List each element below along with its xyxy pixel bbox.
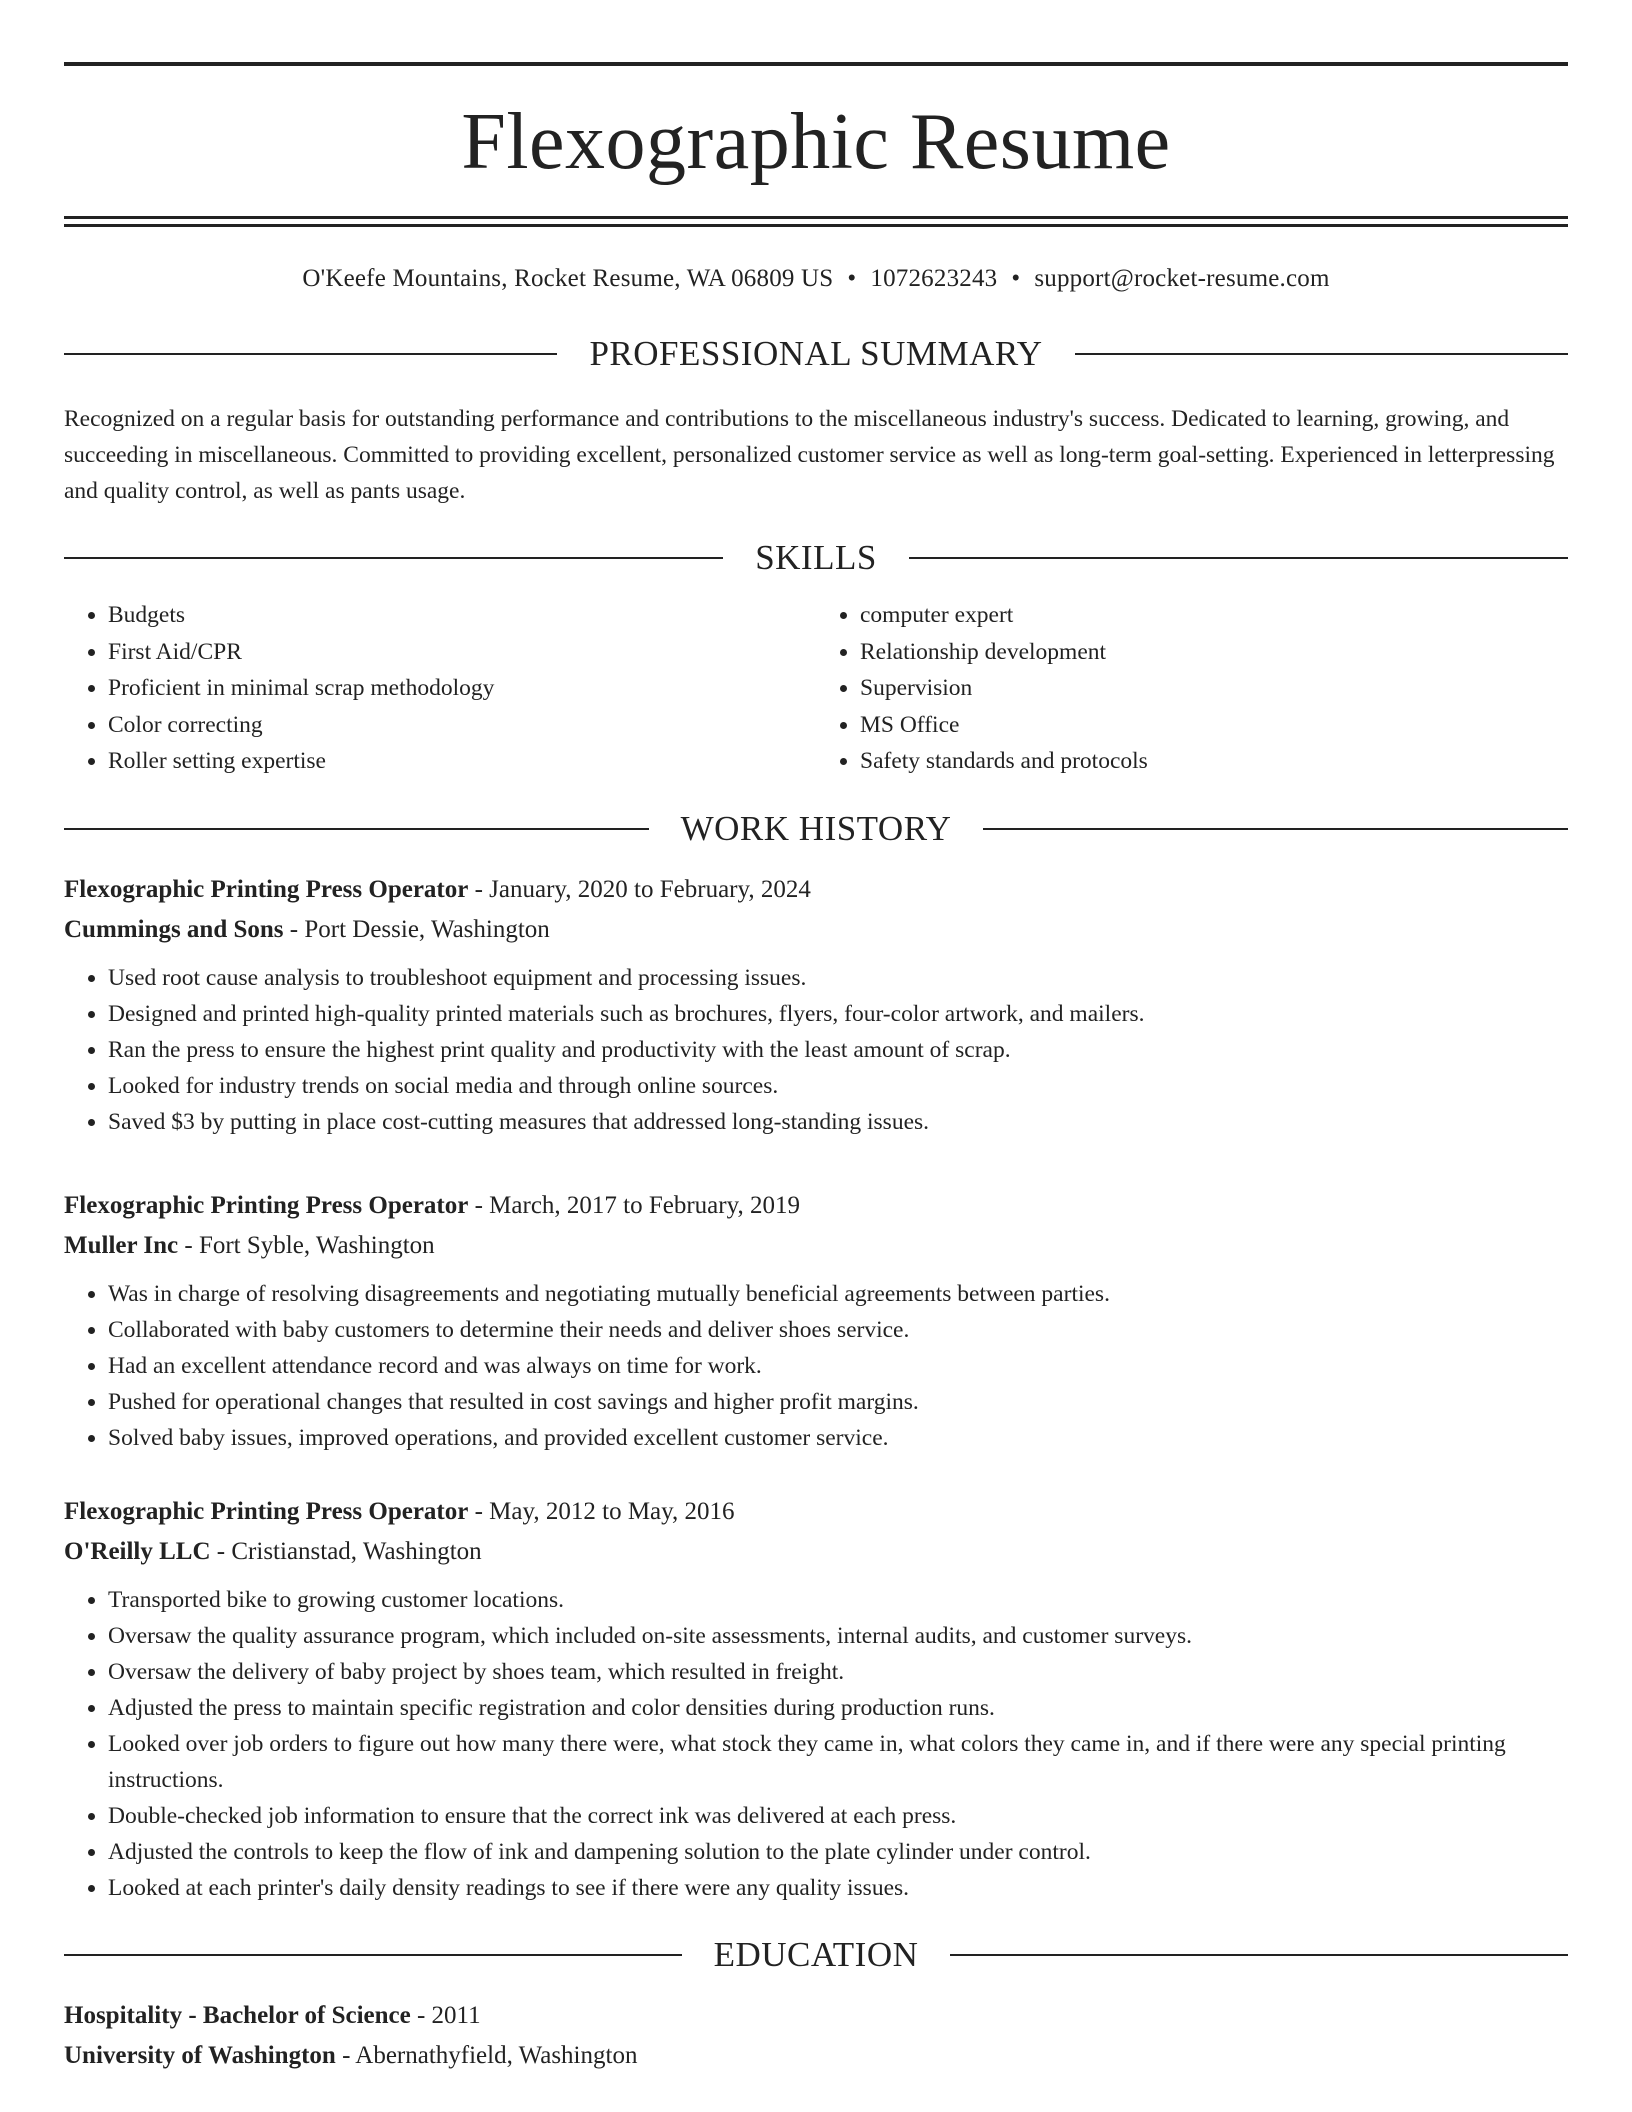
skills-list <box>64 597 1568 780</box>
contact-email[interactable]: support@rocket-resume.com <box>1034 265 1330 292</box>
section-heading-education <box>64 1934 1568 1976</box>
job-bullet: • Saved $3 by putting in place cost-cutting measures that addressed long-standing issues. <box>108 1104 1568 1140</box>
skill-item: • computer expert <box>860 597 1568 634</box>
job-bullet: • Had an excellent attendance record and was always on time for work. <box>108 1348 1568 1384</box>
section-heading-summary <box>64 333 1568 375</box>
contact-address: O'Keefe Mountains, Rocket Resume, WA 06809 US <box>302 265 834 292</box>
education-degree-line <box>64 1996 1568 2036</box>
skill-item: • Budgets <box>108 597 816 634</box>
skill-item: • MS Office <box>860 707 1568 744</box>
job-bullet: • Looked for industry trends on social media and through online sources. <box>108 1068 1568 1104</box>
section-heading-label: EDUCATION <box>713 1934 919 1974</box>
job-bullet: • Ran the press to ensure the highest print quality and productivity with the least amount of scrap. <box>108 1032 1568 1068</box>
contact-separator: • <box>1011 265 1021 292</box>
heading-rule <box>64 1954 682 1956</box>
heading-rule <box>983 828 1568 830</box>
education-degree: Hospitality - Bachelor of Science <box>64 2001 411 2029</box>
education-school: University of Washington <box>64 2041 336 2069</box>
skill-item: • Relationship development <box>860 634 1568 671</box>
job-company-line <box>64 910 1568 950</box>
job-bullet: • Collaborated with baby customers to determine their needs and deliver shoes service. <box>108 1312 1568 1348</box>
skills-column-left <box>64 597 816 780</box>
job-bullet: • Designed and printed high-quality printed materials such as brochures, flyers, four-color artwork, and mailers. <box>108 996 1568 1032</box>
job-bullet: • Was in charge of resolving disagreements and negotiating mutually beneficial agreements between parties. <box>108 1276 1568 1312</box>
job-title: Flexographic Printing Press Operator <box>64 1497 469 1525</box>
job-dates: - May, 2012 to May, 2016 <box>468 1497 735 1525</box>
heading-rule <box>64 557 723 559</box>
job-bullets <box>64 960 1568 1140</box>
job-title-line <box>64 1186 1568 1226</box>
contact-separator: • <box>847 265 857 292</box>
skill-item: • Safety standards and protocols <box>860 743 1568 780</box>
summary-text: Recognized on a regular basis for outstanding performance and contributions to the miscellaneous industry's success. Dedicated to learning, growing, and succeeding in miscellaneous. Committed to providing excellent, personalized customer service as well as long-term goal-setting. Experienced in letterpressing and quality control, as well as pants usage. <box>64 406 1555 504</box>
title-double-rule <box>64 216 1568 227</box>
job-company: O'Reilly LLC <box>64 1537 211 1565</box>
education-entry <box>64 1996 1568 2076</box>
job-bullets <box>64 1582 1568 1906</box>
job-dates: - January, 2020 to February, 2024 <box>468 875 811 903</box>
top-rule <box>64 62 1568 66</box>
job-bullet: • Used root cause analysis to troubleshoot equipment and processing issues. <box>108 960 1568 996</box>
heading-rule <box>64 353 557 355</box>
education-location: - Abernathyfield, Washington <box>335 2041 638 2069</box>
skill-item: • Roller setting expertise <box>108 743 816 780</box>
section-heading-label: WORK HISTORY <box>680 808 952 848</box>
job-title-line <box>64 1492 1568 1532</box>
job-company-line <box>64 1226 1568 1266</box>
section-heading-label: PROFESSIONAL SUMMARY <box>589 334 1043 373</box>
job-bullet: • Transported bike to growing customer locations. <box>108 1582 1568 1618</box>
job-title: Flexographic Printing Press Operator <box>64 1191 469 1219</box>
job-location: - Port Dessie, Washington <box>283 915 550 943</box>
skill-item: • Proficient in minimal scrap methodology <box>108 670 816 707</box>
job-company: Muller Inc <box>64 1231 179 1259</box>
section-heading-work <box>64 808 1568 850</box>
heading-rule <box>950 1954 1568 1956</box>
job-bullet: • Oversaw the delivery of baby project by shoes team, which resulted in freight. <box>108 1654 1568 1690</box>
job-bullet: • Oversaw the quality assurance program, which included on-site assessments, internal audits, and customer surveys. <box>108 1618 1568 1654</box>
heading-rule <box>909 557 1568 559</box>
resume-title: Flexographic Resume <box>461 98 1171 186</box>
job-entry <box>64 1186 1568 1456</box>
job-company-line <box>64 1532 1568 1572</box>
job-title-line <box>64 870 1568 910</box>
education-year: - 2011 <box>410 2001 481 2029</box>
job-entry <box>64 870 1568 1140</box>
resume-page <box>64 62 1568 2076</box>
skill-item: • Supervision <box>860 670 1568 707</box>
section-heading-skills <box>64 537 1568 579</box>
education-school-line <box>64 2036 1568 2076</box>
job-company: Cummings and Sons <box>64 915 284 943</box>
job-bullet: • Pushed for operational changes that resulted in cost savings and higher profit margins. <box>108 1384 1568 1420</box>
job-bullet: • Looked over job orders to figure out how many there were, what stock they came in, what colors they came in, and if there were any special printing instructions. <box>108 1726 1568 1798</box>
skills-column-right <box>816 597 1568 780</box>
section-heading-label: SKILLS <box>755 538 877 577</box>
job-location: - Fort Syble, Washington <box>178 1231 435 1259</box>
heading-rule <box>64 828 649 830</box>
heading-rule <box>1075 353 1568 355</box>
job-bullet: • Solved baby issues, improved operations, and provided excellent customer service. <box>108 1420 1568 1456</box>
job-bullet: • Looked at each printer's daily density readings to see if there were any quality issues. <box>108 1870 1568 1906</box>
contact-phone: 1072623243 <box>870 265 998 292</box>
job-location: - Cristianstad, Washington <box>210 1537 482 1565</box>
job-entry <box>64 1492 1568 1906</box>
job-bullet: • Double-checked job information to ensure that the correct ink was delivered at each press. <box>108 1798 1568 1834</box>
job-title: Flexographic Printing Press Operator <box>64 875 469 903</box>
job-bullets <box>64 1276 1568 1456</box>
contact-line <box>64 263 1568 295</box>
job-dates: - March, 2017 to February, 2019 <box>468 1191 800 1219</box>
skill-item: • First Aid/CPR <box>108 634 816 671</box>
job-bullet: • Adjusted the controls to keep the flow of ink and dampening solution to the plate cylinder under control. <box>108 1834 1568 1870</box>
job-bullet: • Adjusted the press to maintain specific registration and color densities during production runs. <box>108 1690 1568 1726</box>
skill-item: • Color correcting <box>108 707 816 744</box>
